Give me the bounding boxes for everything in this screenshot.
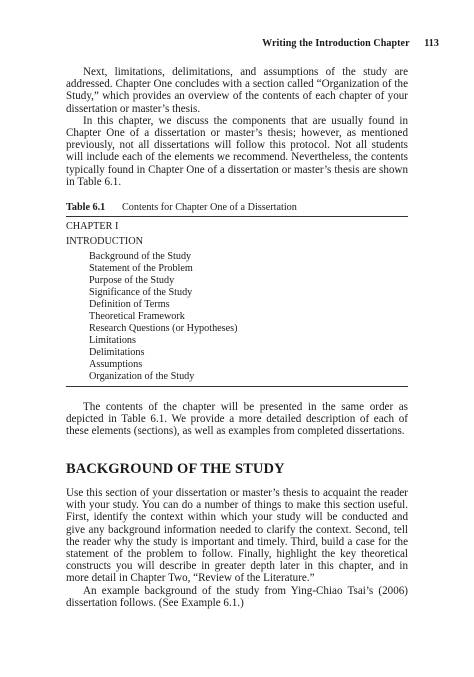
running-head <box>262 38 439 49</box>
table-item: Assumptions <box>89 359 143 370</box>
table-bottom-rule <box>66 386 408 387</box>
paragraph: An example background of the study from Ying-Chiao Tsai’s (2006) dissertation follows. (See Example 6.1.) <box>66 584 408 609</box>
table-chapter-heading: CHAPTER I <box>66 221 119 232</box>
intro-text-block <box>66 66 408 188</box>
table-item: Definition of Terms <box>89 299 170 310</box>
table-item: Limitations <box>89 335 136 346</box>
table-item: Statement of the Problem <box>89 263 193 274</box>
table-title: Contents for Chapter One of a Dissertation <box>122 202 297 213</box>
table-item: Delimitations <box>89 347 145 358</box>
table-item: Organization of the Study <box>89 371 195 382</box>
running-head-title: Writing the Introduction Chapter <box>262 38 410 49</box>
page-number: 113 <box>424 38 439 49</box>
table-item: Research Questions (or Hypotheses) <box>89 323 238 334</box>
table-item: Significance of the Study <box>89 287 193 298</box>
table-item: Purpose of the Study <box>89 275 175 286</box>
table-item: Theoretical Framework <box>89 311 185 322</box>
paragraph: The contents of the chapter will be presented in the same order as depicted in Table 6.1. We provide a more detailed description of each of these elements (sections), as well as examples from completed dissertations. <box>66 401 408 438</box>
paragraph: Next, limitations, delimitations, and assumptions of the study are addressed. Chapter One concludes with a section called “Organization of the Study,” which provides an overview of the contents of each chapter of your dissertation or master’s thesis. <box>66 66 408 115</box>
table-number: Table 6.1 <box>66 202 106 213</box>
table-section-heading: INTRODUCTION <box>66 236 143 247</box>
table-item-list <box>66 251 408 383</box>
contents-table <box>66 201 408 387</box>
table-item: Background of the Study <box>89 251 192 262</box>
paragraph: Use this section of your dissertation or master’s thesis to acquaint the reader with your study. You can do a number of things to make this section useful. First, identify the context within which your study will be conducted and give any background information needed to clarify the context. Second, tell the reader why the study is important and timely. Third, build a case for the statement of the problem to follow. Finally, highlight the key theoretical constructs you will describe in greater depth later in this chapter, and in more detail in Chapter Two, “Review of the Literature.” <box>66 487 408 585</box>
paragraph: In this chapter, we discuss the components that are usually found in Chapter One of a dissertation or master’s thesis; however, as mentioned previously, not all dissertations will follow this protocol. Not all students will include each of the elements we recommend. Nevertheless, the contents typically found in Chapter One of a dissertation or master’s thesis are shown in Table 6.1. <box>66 114 408 188</box>
section-text-block <box>66 487 408 609</box>
table-body <box>66 217 408 386</box>
after-table-text <box>66 401 408 438</box>
table-caption <box>66 201 408 214</box>
section-heading: BACKGROUND OF THE STUDY <box>66 461 285 477</box>
